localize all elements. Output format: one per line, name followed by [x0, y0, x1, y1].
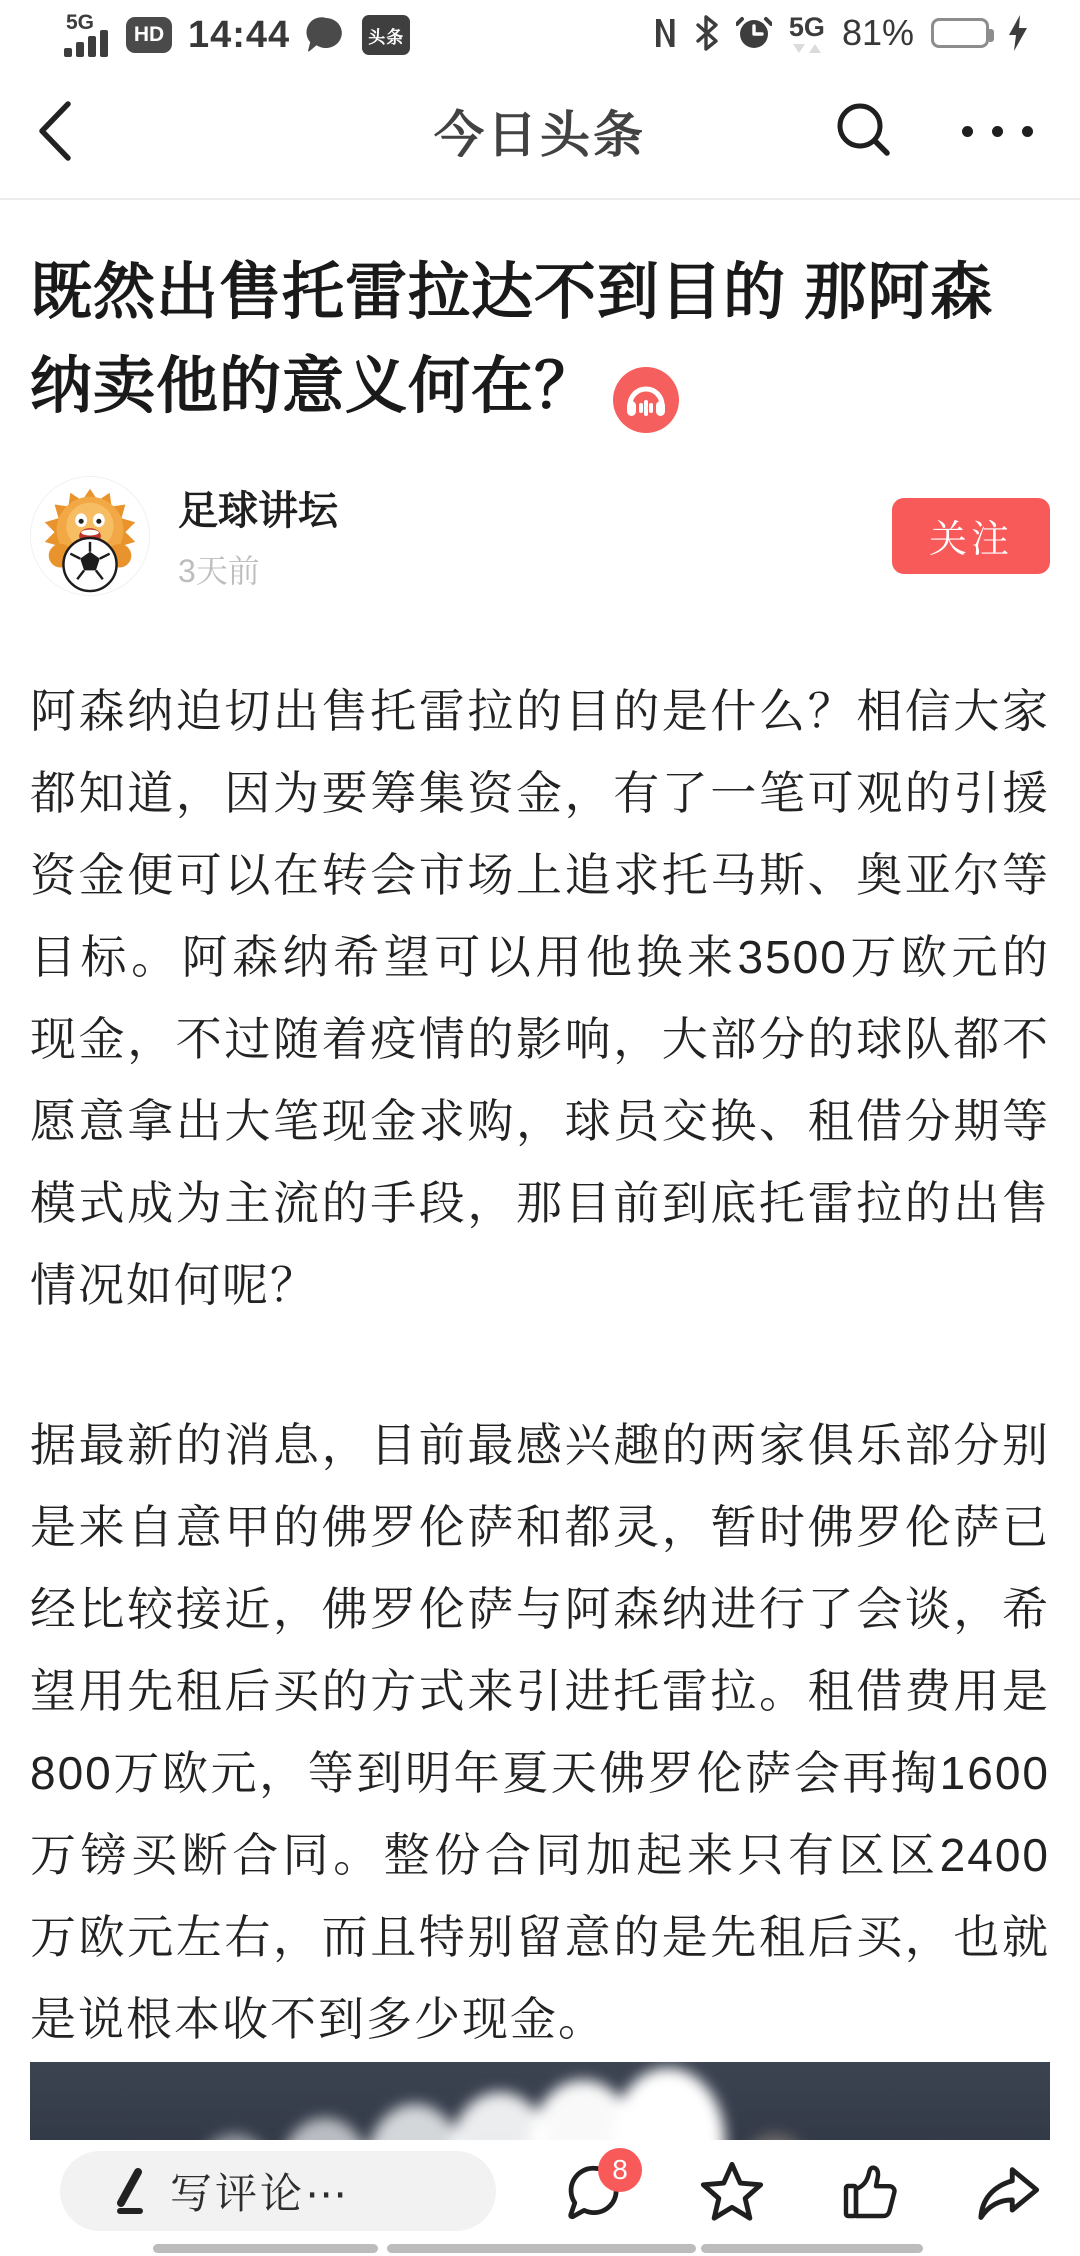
post-time: 3天前 [178, 553, 260, 590]
author-row [30, 476, 1050, 596]
toutiao-app-badge: 头条 [362, 15, 410, 55]
author-name[interactable]: 足球讲坛 [178, 489, 338, 534]
back-button[interactable] [34, 90, 94, 172]
signal-strength-icon [58, 12, 110, 58]
mobile-network-indicator: 5G [789, 14, 825, 53]
status-bar [0, 0, 1080, 62]
nfc-icon [652, 16, 678, 50]
gesture-bar[interactable] [387, 2244, 696, 2253]
bottom-action-bar [0, 2140, 1080, 2256]
article-title: 既然出售托雷拉达不到目的 那阿森纳卖他的意义何在？ [30, 246, 1050, 434]
more-options-icon[interactable] [942, 88, 1052, 174]
nav-bar [0, 62, 1080, 200]
search-icon[interactable] [822, 88, 908, 174]
hd-voice-icon: HD [126, 17, 172, 53]
status-left-group [58, 12, 410, 58]
status-right-group [652, 12, 1030, 54]
battery-icon [931, 18, 989, 48]
paragraph: 据最新的消息，目前最感兴趣的两家俱乐部分别是来自意甲的佛罗伦萨和都灵，暂时佛罗伦萨已经比较接近，佛罗伦萨与阿森纳进行了会谈，希望用先租后买的方式来引进托雷拉。租借费用是800万欧元，等到明年夏天佛罗伦萨会再掏1600万镑买断合同。整份合同加起来只有区区2400万欧元左右，而且特别留意的是先租后买，也就是说根本收不到多少现金。 [30, 1418, 1050, 2045]
article-body [30, 670, 1050, 2060]
favorite-star-button[interactable] [696, 2156, 768, 2228]
paragraph: 阿森纳迫切出售托雷拉的目的是什么？相信大家都知道，因为要筹集资金，有了一笔可观的引援资金便可以在转会市场上追求托马斯、奥亚尔等目标。阿森纳希望可以用他换来3500万欧元的现金，不过随着疫情的影响，大部分的球队都不愿意拿出大笔现金求购，球员交换、租借分期等模式成为主流的手段，那目前到底托雷拉的出售情况如何呢？ [30, 684, 1050, 1311]
author-avatar[interactable] [30, 476, 150, 596]
action-icons [558, 2156, 1044, 2228]
pencil-icon [108, 2167, 148, 2215]
write-comment-input[interactable] [60, 2151, 496, 2231]
svg-text:5G: 5G [66, 12, 95, 34]
bluetooth-icon [695, 15, 719, 51]
bottom-gesture-bars [0, 2244, 1080, 2253]
like-thumb-button[interactable] [834, 2156, 906, 2228]
charging-bolt-icon [1006, 14, 1030, 52]
alarm-clock-icon [736, 15, 772, 51]
author-info [178, 479, 338, 592]
status-time: 14:44 [188, 13, 291, 56]
article-content [30, 200, 1050, 2256]
gesture-bar[interactable] [701, 2244, 923, 2253]
follow-button[interactable]: 关注 [892, 498, 1050, 574]
page-title: 今日头条 [434, 107, 646, 163]
comment-placeholder: 写评论⋯ [170, 2170, 351, 2217]
listen-audio-icon[interactable] [613, 367, 679, 433]
message-bubble-icon [306, 15, 346, 55]
gesture-bar[interactable] [153, 2244, 378, 2253]
battery-percent: 81% [841, 12, 914, 53]
comments-button[interactable] [558, 2156, 630, 2228]
comment-count-badge: 8 [598, 2148, 642, 2192]
data-activity-arrows [793, 44, 821, 53]
share-button[interactable] [972, 2156, 1044, 2228]
